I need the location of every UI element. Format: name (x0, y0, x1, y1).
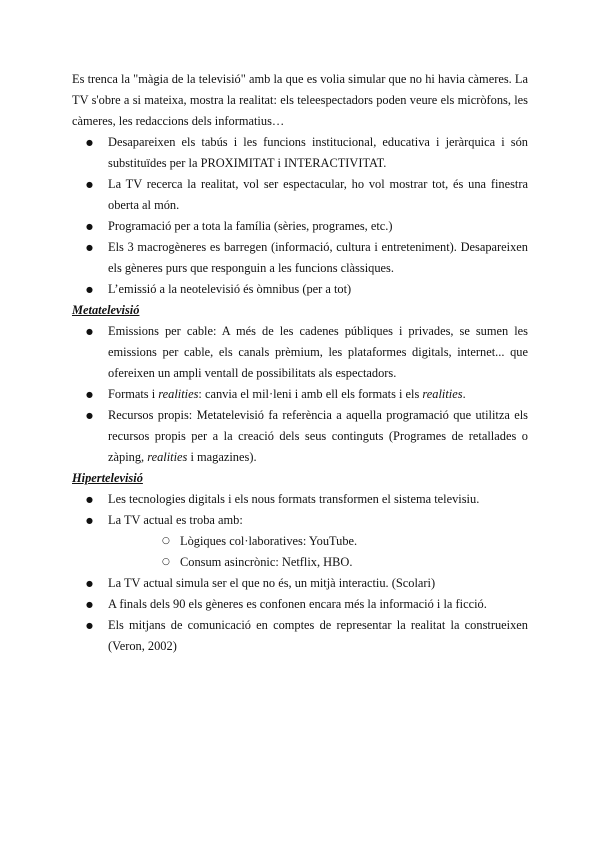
metatelevision-list (72, 321, 528, 468)
document-page (72, 69, 528, 657)
hipertelevision-heading: Hipertelevisió (72, 471, 143, 485)
text-span: Recursos propis: Metatelevisió fa referència a aquella programació que utilitza els recursos propis per a la creació dels seus continguts (Programes de retallades o zàping, (108, 408, 528, 464)
italic-text: realities (422, 387, 463, 401)
list-item: ● Les tecnologies digitals i els nous formats transformen el sistema televisiu. (72, 489, 528, 510)
list-item (72, 510, 528, 573)
text-span: : canvia el mil·leni i amb ell els formats i els (198, 387, 423, 401)
list-item: ● Programació per a tota la família (sèries, programes, etc.) (72, 216, 528, 237)
list-item: ● A finals dels 90 els gèneres es confonen encara més la informació i la ficció. (72, 594, 528, 615)
text-span: La TV actual es troba amb: (108, 513, 243, 527)
list-item: ● Desapareixen els tabús i les funcions institucional, educativa i jeràrquica i són substituïdes per la PROXIMITAT i INTERACTIVITAT. (72, 132, 528, 174)
italic-text: realities (147, 450, 188, 464)
sub-list-item: ○ Consum asincrònic: Netflix, HBO. (108, 552, 528, 573)
list-item: ● Els 3 macrogèneres es barregen (informació, cultura i entreteniment). Desapareixen els gèneres purs que responguin a les funcions clàssiques. (72, 237, 528, 279)
neotelevision-list (72, 132, 528, 300)
list-item: ● La TV recerca la realitat, vol ser espectacular, ho vol mostrar tot, és una finestra oberta al món. (72, 174, 528, 216)
list-item: ● L’emissió a la neotelevisió és òmnibus (per a tot) (72, 279, 528, 300)
italic-text: realities (158, 387, 199, 401)
list-item: ● Emissions per cable: A més de les cadenes públiques i privades, se sumen les emissions per cable, els canals prèmium, les plataformes digitals, internet... que ofereixen un ampli ventall de possibilitats als espectadors. (72, 321, 528, 384)
list-item (72, 405, 528, 468)
text-span: Formats i (108, 387, 159, 401)
list-item: ● La TV actual simula ser el que no és, un mitjà interactiu. (Scolari) (72, 573, 528, 594)
sub-list-item: ○ Lògiques col·laboratives: YouTube. (108, 531, 528, 552)
text-span: . (462, 387, 466, 401)
intro-paragraph: Es trenca la "màgia de la televisió" amb la que es volia simular que no hi havia càmeres. La TV s'obre a si mateixa, mostra la realitat: els teleespectadors poden veure els micròfons, les càmeres, les redaccions dels informatius… (72, 72, 528, 128)
list-item: ● Els mitjans de comunicació en comptes de representar la realitat la construeixen (Veron, 2002) (72, 615, 528, 657)
list-item (72, 384, 528, 405)
metatelevision-heading: Metatelevisió (72, 303, 140, 317)
sub-list (108, 531, 528, 573)
hipertelevision-list (72, 489, 528, 657)
text-span: i magazines). (187, 450, 257, 464)
